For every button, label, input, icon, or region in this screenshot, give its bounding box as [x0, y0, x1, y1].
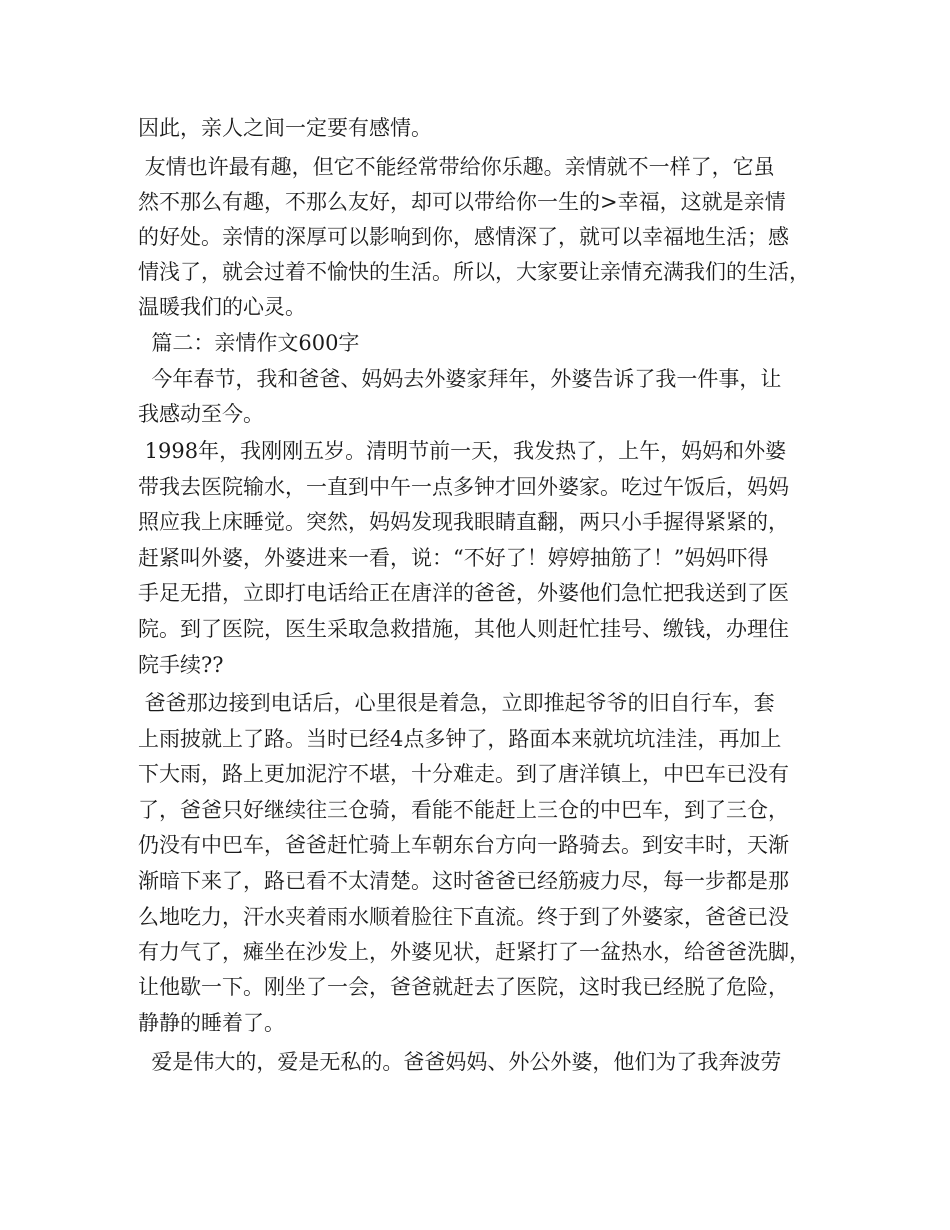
- text-line: 上雨披就上了路。当时已经4点多钟了，路面本来就坑坑洼洼，再加上: [138, 727, 782, 751]
- text-line: 今年春节，我和爸爸、妈妈去外婆家拜年，外婆告诉了我一件事，让: [138, 367, 782, 391]
- text-line: 有力气了，瘫坐在沙发上，外婆见状，赶紧打了一盆热水，给爸爸洗脚，: [138, 940, 810, 964]
- text-line: 带我去医院输水，一直到中午一点多钟才回外婆家。吃过午饭后，妈妈: [138, 475, 789, 499]
- text-line: 院。到了医院，医生采取急救措施，其他人则赶忙挂号、缴钱，办理住: [138, 617, 789, 641]
- text-line: 赶紧叫外婆，外婆进来一看，说：“不好了！婷婷抽筋了！”妈妈吓得: [138, 546, 769, 570]
- text-line: 静静的睡着了。: [138, 1011, 285, 1035]
- text-line: 爸爸那边接到电话后，心里很是着急，立即推起爷爷的旧自行车，套: [138, 691, 775, 715]
- text-line: 因此，亲人之间一定要有感情。: [138, 116, 432, 140]
- text-line: 让他歇一下。刚坐了一会，爸爸就赶去了医院，这时我已经脱了危险，: [138, 975, 789, 999]
- text-line: 院手续??: [138, 653, 224, 677]
- text-line: 么地吃力，汗水夹着雨水顺着脸往下直流。终于到了外婆家，爸爸已没: [138, 905, 789, 929]
- text-line: 友情也许最有趣，但它不能经常带给你乐趣。亲情就不一样了，它虽: [138, 155, 775, 179]
- text-line: 我感动至今。: [138, 402, 264, 426]
- text-line: 照应我上床睡觉。突然，妈妈发现我眼睛直翻，两只小手握得紧紧的，: [138, 510, 789, 534]
- text-line: 的好处。亲情的深厚可以影响到你，感情深了，就可以幸福地生活；感: [138, 225, 789, 249]
- text-line: 然不那么有趣，不那么友好，却可以带给你一生的>幸福，这就是亲情: [138, 190, 786, 214]
- text-line: 1998年，我刚刚五岁。清明节前一天，我发热了，上午，妈妈和外婆: [138, 439, 787, 463]
- section-heading: 篇二：亲情作文600字: [138, 331, 360, 355]
- text-line: 情浅了，就会过着不愉快的生活。所以，大家要让亲情充满我们的生活，: [138, 260, 810, 284]
- text-line: 温暖我们的心灵。: [138, 295, 306, 319]
- text-line: 了，爸爸只好继续往三仓骑，看能不能赶上三仓的中巴车，到了三仓，: [138, 798, 789, 822]
- text-line: 手足无措，立即打电话给正在唐洋的爸爸，外婆他们急忙把我送到了医: [138, 581, 789, 605]
- text-line: 仍没有中巴车，爸爸赶忙骑上车朝东台方向一路骑去。到安丰时，天渐: [138, 833, 789, 857]
- text-line: 渐暗下来了，路已看不太清楚。这时爸爸已经筋疲力尽，每一步都是那: [138, 869, 789, 893]
- text-line: 爱是伟大的，爱是无私的。爸爸妈妈、外公外婆，他们为了我奔波劳: [138, 1050, 782, 1074]
- text-line: 下大雨，路上更加泥泞不堪，十分难走。到了唐洋镇上，中巴车已没有: [138, 762, 789, 786]
